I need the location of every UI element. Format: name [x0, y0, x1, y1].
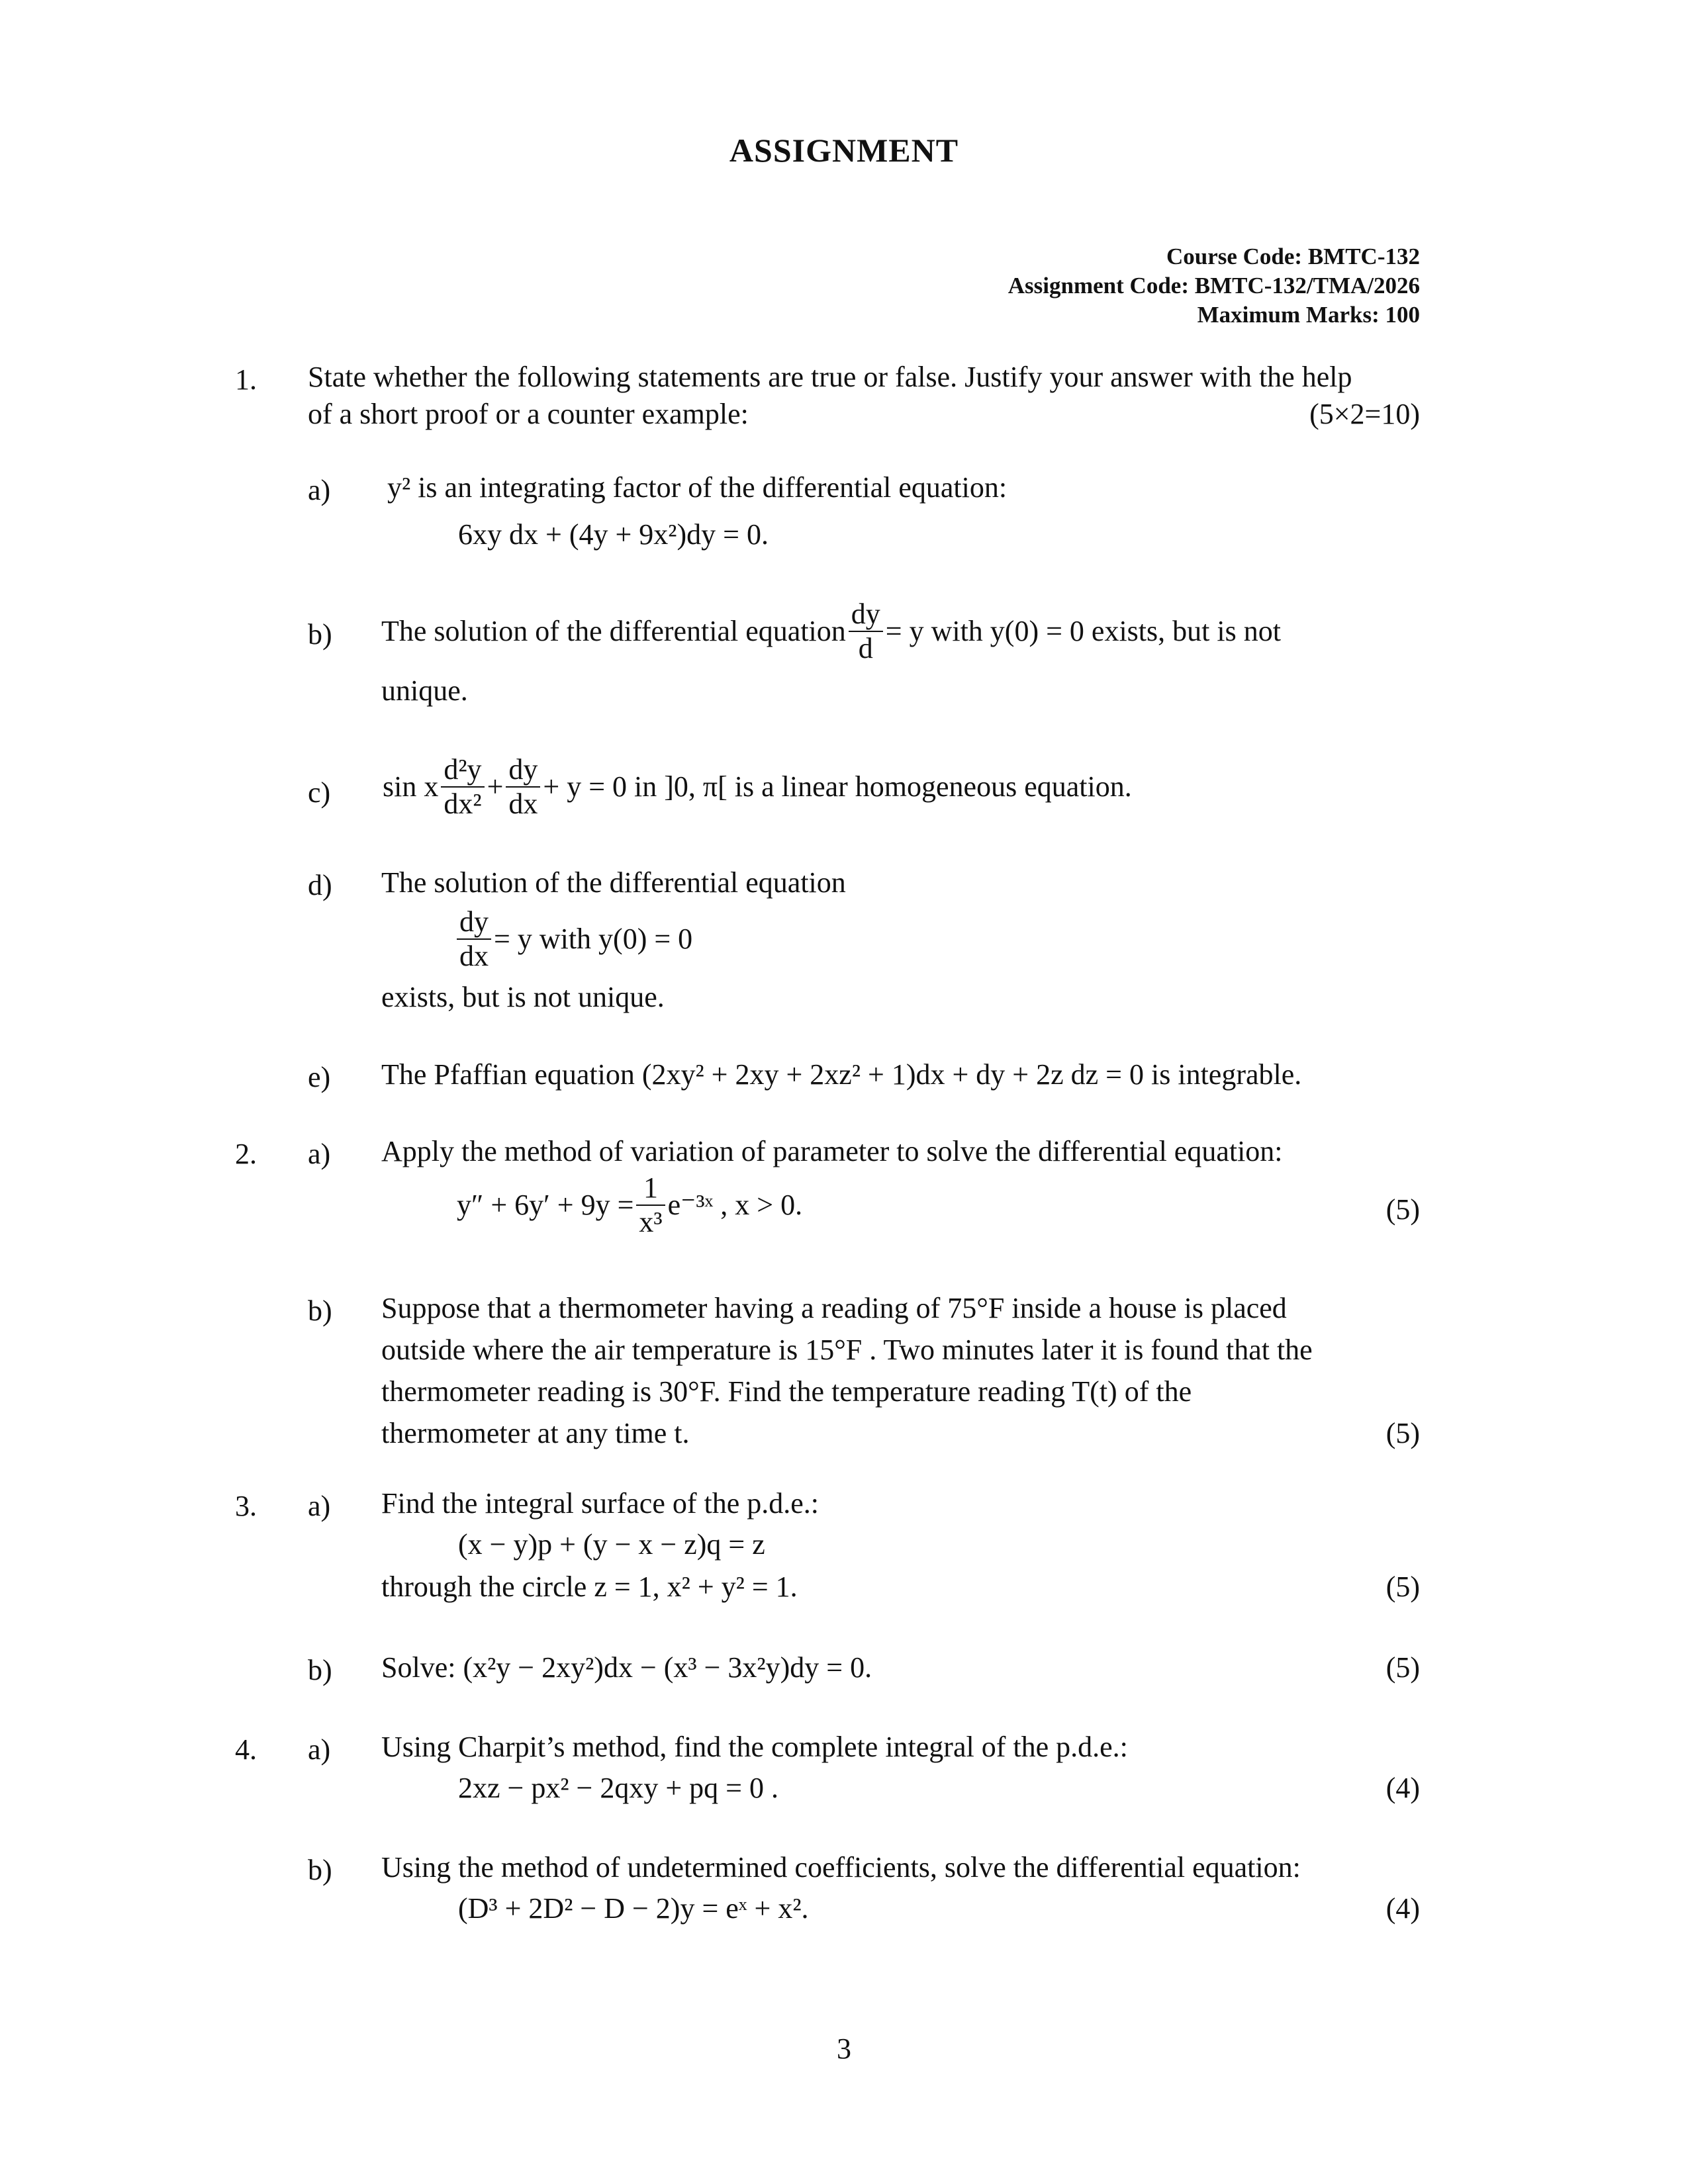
question-1-intro-line1: State whether the following statements are true or false. Justify your answer with the help: [308, 361, 1352, 393]
q3b-text: Solve: (x²y − 2xy²)dx − (x³ − 3x²y)dy = 0.: [381, 1651, 872, 1684]
q4a-label: a): [308, 1733, 331, 1766]
q3b-label: b): [308, 1654, 332, 1686]
q4b-label: b): [308, 1854, 332, 1886]
q1b-label: b): [308, 618, 332, 651]
q3a-equation: (x − y)p + (y − x − z)q = z: [458, 1528, 765, 1561]
question-4-number: 4.: [235, 1733, 257, 1766]
q1a-equation: 6xy dx + (4y + 9x²)dy = 0.: [458, 518, 769, 551]
q1e-text: The Pfaffian equation (2xy² + 2xy + 2xz² + 1)dx + dy + 2z dz = 0 is integrable.: [381, 1058, 1302, 1091]
q2b-line3: thermometer reading is 30°F. Find the temperature reading T(t) of the: [381, 1375, 1192, 1408]
q1d-text: The solution of the differential equation: [381, 866, 846, 899]
q1c-suffix: + y = 0 in ]0, π[ is a linear homogeneous equation.: [543, 770, 1132, 803]
q2a-fraction-numerator: 1: [636, 1173, 665, 1206]
q2a-label: a): [308, 1138, 331, 1170]
q1a-text: y² is an integrating factor of the differential equation:: [387, 471, 1008, 504]
q1d-line3: exists, but is not unique.: [381, 981, 665, 1013]
q3a-marks: (5): [1385, 1570, 1420, 1603]
question-1-number: 1.: [235, 363, 257, 396]
q1b-text-before: The solution of the differential equation: [381, 615, 846, 648]
q2a-eq-prefix: y″ + 6y′ + 9y =: [457, 1189, 634, 1222]
q2a-equation: [457, 1173, 802, 1238]
page-number: 3: [837, 2032, 851, 2065]
q4a-equation: 2xz − px² − 2qxy + pq = 0 .: [458, 1772, 778, 1804]
assignment-code: Assignment Code: BMTC-132/TMA/2026: [1008, 273, 1420, 298]
q2a-fraction: [636, 1173, 665, 1238]
q2b-label: b): [308, 1295, 332, 1327]
question-1-marks: (5×2=10): [1309, 398, 1420, 430]
q1b-text-after: = y with y(0) = 0 exists, but is not: [885, 615, 1281, 648]
q1b-statement: [381, 599, 1281, 664]
q1c-prefix: sin x: [383, 770, 439, 803]
q1c-fraction-1-denominator: dx²: [444, 788, 482, 821]
q1a-label: a): [308, 474, 331, 506]
q3a-label: a): [308, 1490, 331, 1522]
q1c-statement: [383, 754, 1132, 819]
question-1-intro-line2: of a short proof or a counter example:: [308, 398, 749, 430]
q1c-fraction-1: [441, 754, 484, 819]
question-3-number: 3.: [235, 1490, 257, 1522]
q2a-eq-suffix: e⁻³ˣ , x > 0.: [667, 1189, 803, 1222]
page-title: ASSIGNMENT: [729, 132, 959, 169]
q4b-text: Using the method of undetermined coefficients, solve the differential equation:: [381, 1851, 1301, 1884]
q1c-fraction-2-numerator: dy: [506, 754, 540, 788]
q1c-label: c): [308, 776, 331, 809]
q1b-fraction-denominator: d: [858, 632, 873, 665]
q2b-line1: Suppose that a thermometer having a reading of 75°F inside a house is placed: [381, 1292, 1287, 1324]
q1b-line2: unique.: [381, 674, 468, 707]
q1c-fraction-2: [506, 754, 540, 819]
q4a-text: Using Charpit’s method, find the complete integral of the p.d.e.:: [381, 1731, 1128, 1763]
q4b-equation: (D³ + 2D² − D − 2)y = eˣ + x².: [458, 1892, 809, 1925]
q3b-marks: (5): [1385, 1651, 1420, 1684]
q1e-label: e): [308, 1061, 331, 1093]
q2a-text: Apply the method of variation of parameter to solve the differential equation:: [381, 1135, 1283, 1167]
q1c-fraction-2-denominator: dx: [508, 788, 538, 821]
maximum-marks: Maximum Marks: 100: [1197, 302, 1420, 328]
q1d-fraction-numerator: dy: [457, 907, 491, 940]
q2b-marks: (5): [1385, 1417, 1420, 1449]
q1d-eq-after: = y with y(0) = 0: [494, 923, 693, 956]
q1c-plus: +: [487, 770, 504, 803]
q2b-line2: outside where the air temperature is 15°F . Two minutes later it is found that the: [381, 1334, 1313, 1366]
q2a-fraction-denominator: x³: [639, 1206, 663, 1239]
q2a-marks: (5): [1385, 1193, 1420, 1226]
q3a-line3: through the circle z = 1, x² + y² = 1.: [381, 1570, 798, 1603]
question-2-number: 2.: [235, 1138, 257, 1170]
q1b-fraction-numerator: dy: [849, 599, 883, 632]
q1b-fraction: [849, 599, 883, 664]
q1d-fraction-denominator: dx: [459, 940, 489, 973]
q1d-equation: [457, 907, 692, 972]
q1d-fraction: [457, 907, 491, 972]
q4b-marks: (4): [1385, 1892, 1420, 1925]
q4a-marks: (4): [1385, 1772, 1420, 1804]
q2b-line4: thermometer at any time t.: [381, 1417, 690, 1449]
q1c-fraction-1-numerator: d²y: [441, 754, 484, 788]
q3a-text: Find the integral surface of the p.d.e.:: [381, 1487, 820, 1520]
q1d-label: d): [308, 869, 332, 901]
course-code: Course Code: BMTC-132: [1166, 244, 1420, 269]
